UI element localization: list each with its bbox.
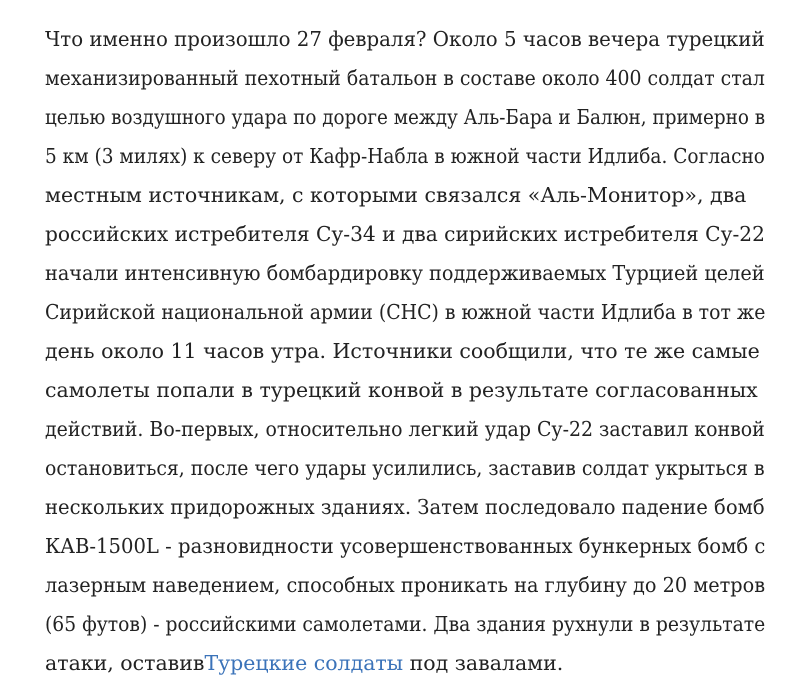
text-line: (65 футов) - российскими самолетами. Два здания рухнули в результате [45,612,766,636]
last-text-line [45,644,765,683]
text-line: остановиться, после чего удары усилились, заставив солдат укрыться в [45,456,765,480]
text-line: Сирийской национальной армии (СНС) в южной части Идлиба в тот же [45,300,766,324]
text-line: местным источникам, с которыми связался «Аль-Монитор», два [45,183,747,207]
text-line: КАВ-1500L - разновидности усовершенствованных бункерных бомб с [45,534,766,558]
last-line-before-link: атаки, оставив [45,651,205,675]
text-line: 5 км (3 милях) к северу от Кафр-Набла в южной части Идлиба. Согласно [45,144,765,168]
text-line: механизированный пехотный батальон в составе около 400 солдат стал [45,66,765,90]
text-line: нескольких придорожных зданиях. Затем последовало падение бомб [45,495,765,519]
article-body [45,20,765,683]
text-line: день около 11 часов утра. Источники сообщили, что те же самые [45,339,760,363]
turkish-soldiers-link[interactable]: Турецкие солдаты [204,651,404,675]
text-line: самолеты попали в турецкий конвой в результате согласованных [45,378,758,402]
text-line: Что именно произошло 27 февраля? Около 5 часов вечера турецкий [45,27,765,51]
last-line-after-link: под завалами. [403,651,564,675]
text-line: целью воздушного удара по дороге между Аль-Бара и Балюн, примерно в [45,105,766,129]
text-line: лазерным наведением, способных проникать на глубину до 20 метров [45,573,766,597]
text-line: российских истребителя Су-34 и два сирийских истребителя Су-22 [45,222,765,246]
text-line: начали интенсивную бомбардировку поддерживаемых Турцией целей [45,261,765,285]
text-line: действий. Во-первых, относительно легкий удар Су-22 заставил конвой [45,417,765,441]
